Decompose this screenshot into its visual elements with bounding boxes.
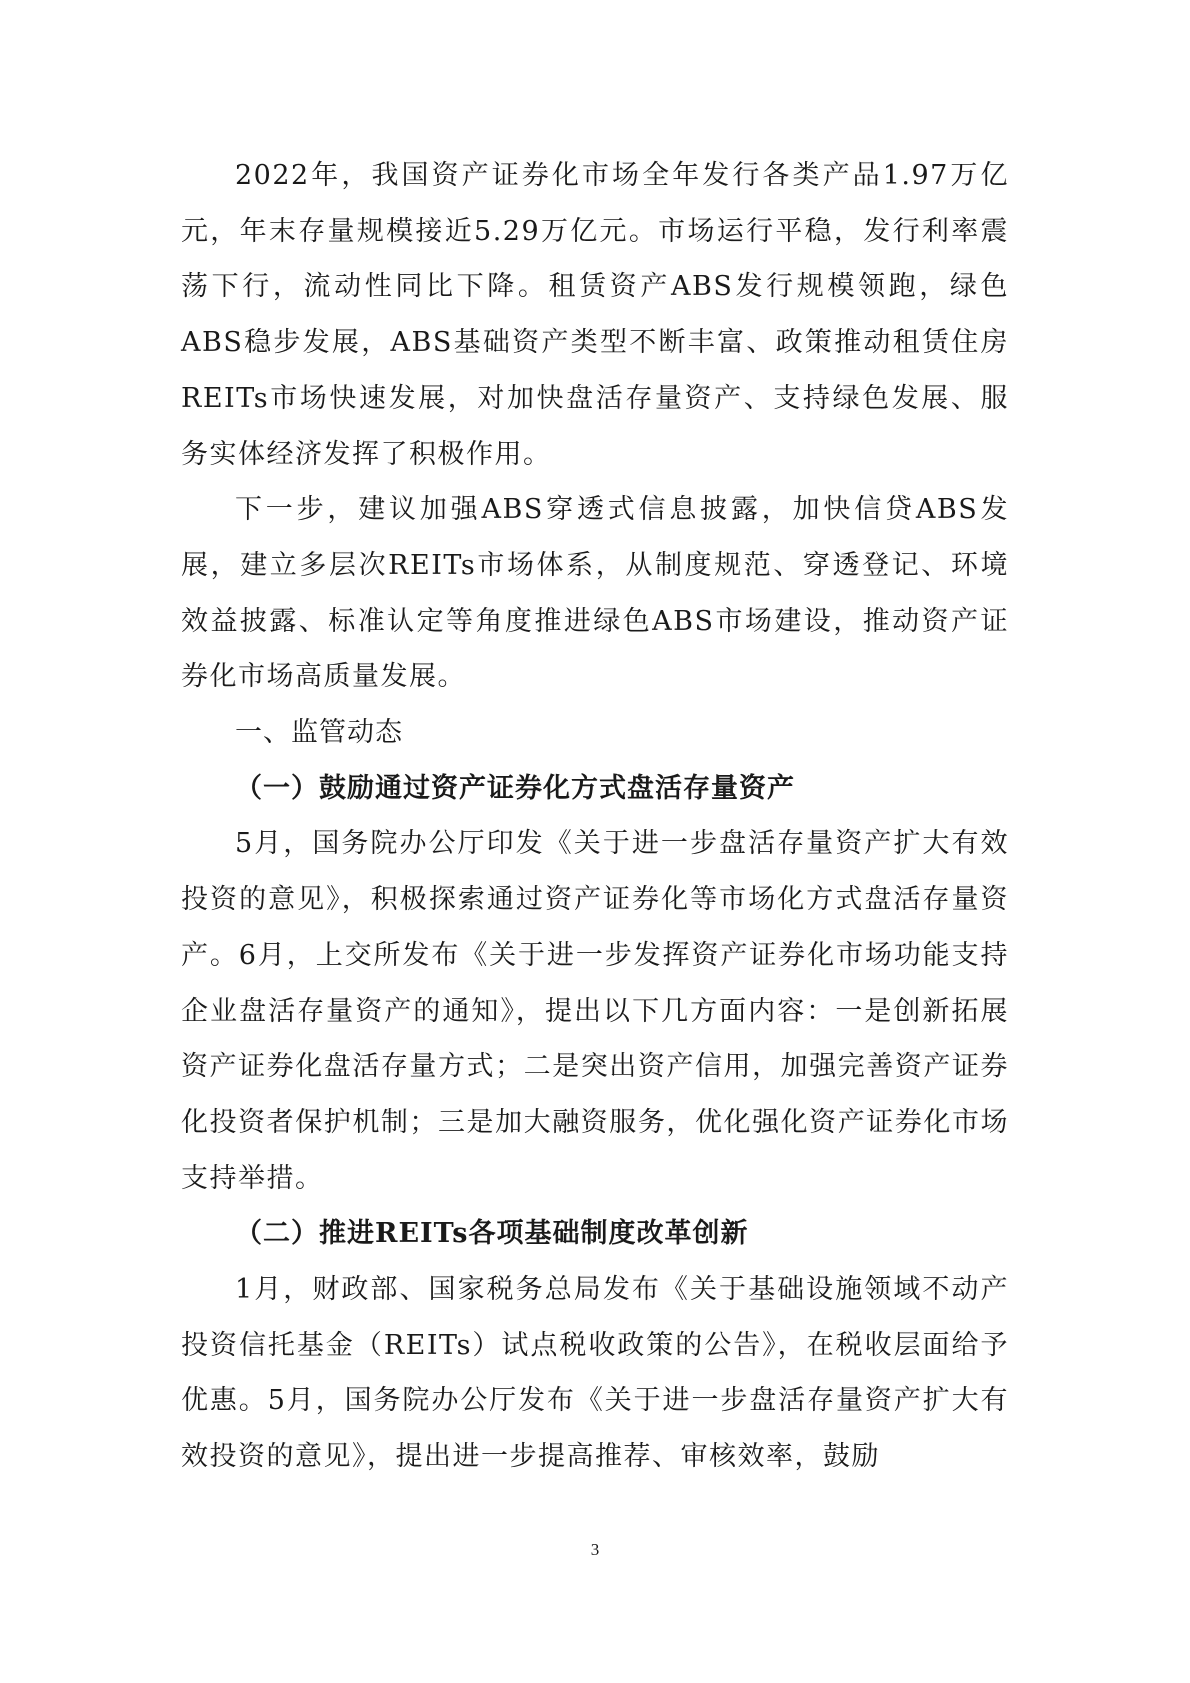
paragraph-revitalize-assets: 5月，国务院办公厅印发《关于进一步盘活存量资产扩大有效投资的意见》，积极探索通过资产证券化等市场化方式盘活存量资产。6月，上交所发布《关于进一步发挥资产证券化市场功能支持企业盘活存量资产的通知》，提出以下几方面内容：一是创新拓展资产证券化盘活存量方式；二是突出资产信用，加强完善资产证券化投资者保护机制；三是加大融资服务，优化强化资产证券化市场支持举措。	[181, 828, 1009, 1194]
subsection-heading-reits-reform: （二）推进REITs各项基础制度改革创新	[235, 1218, 749, 1250]
page-number: 3	[590, 1540, 600, 1559]
document-body	[181, 148, 1009, 1485]
paragraph-reits-reform: 1月，财政部、国家税务总局发布《关于基础设施领域不动产投资信托基金（REITs）试点税收政策的公告》，在税收层面给予优惠。5月，国务院办公厅发布《关于进一步盘活存量资产扩大有效投资的意见》，提出进一步提高推荐、审核效率，鼓励	[181, 1274, 1009, 1473]
section-heading-regulatory-dynamics: 一、监管动态	[235, 717, 403, 749]
subsection-heading-revitalize-assets: （一）鼓励通过资产证券化方式盘活存量资产	[235, 772, 795, 804]
paragraph-next-steps: 下一步，建议加强ABS穿透式信息披露，加快信贷ABS发展，建立多层次REITs市场体系，从制度规范、穿透登记、环境效益披露、标准认定等角度推进绿色ABS市场建设，推动资产证券化市场高质量发展。	[181, 494, 1009, 693]
paragraph-market-overview: 2022年，我国资产证券化市场全年发行各类产品1.97万亿元，年末存量规模接近5.29万亿元。市场运行平稳，发行利率震荡下行，流动性同比下降。租赁资产ABS发行规模领跑，绿色ABS稳步发展，ABS基础资产类型不断丰富、政策推动租赁住房REITs市场快速发展，对加快盘活存量资产、支持绿色发展、服务实体经济发挥了积极作用。	[181, 160, 1009, 470]
